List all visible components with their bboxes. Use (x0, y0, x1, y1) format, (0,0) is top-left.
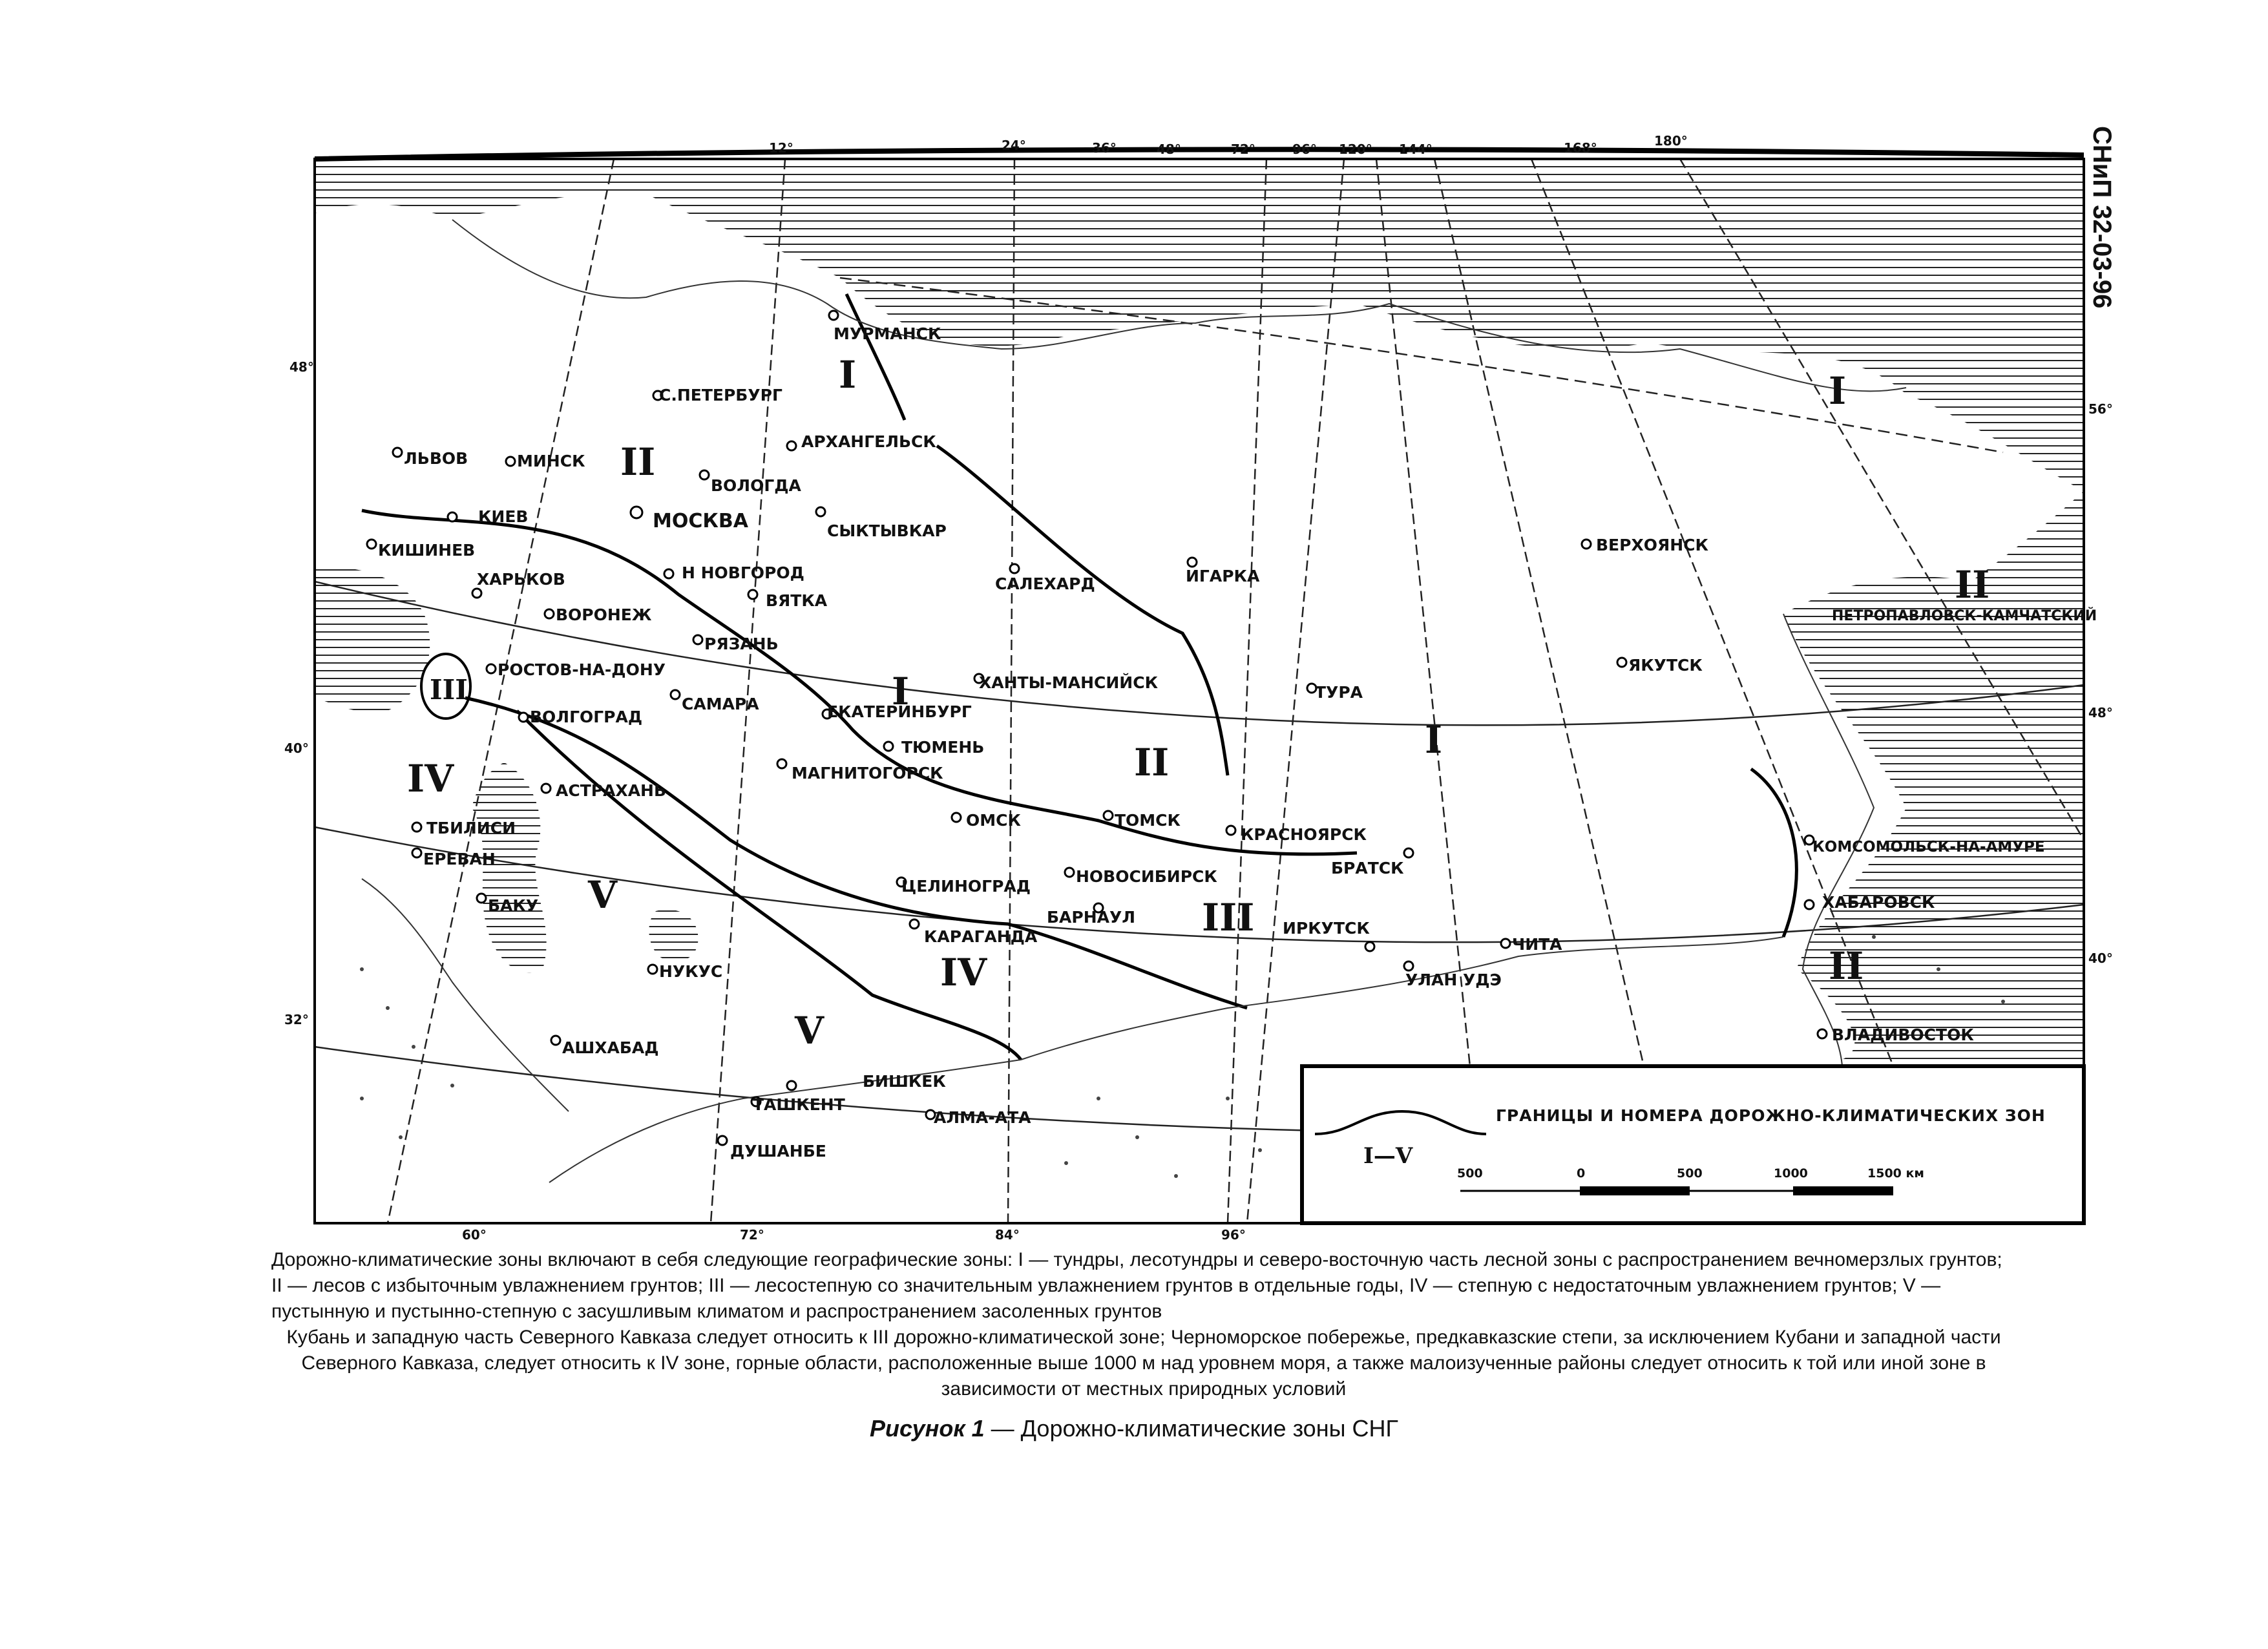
city-marker (671, 690, 680, 699)
city-marker (367, 540, 376, 549)
top-longitude-label: 12° (769, 140, 793, 156)
city-marker (412, 848, 421, 857)
city-label-petropavlovsk: ПЕТРОПАВЛОВСК-КАМЧАТСКИЙ (1832, 608, 2097, 624)
latitude-lines (315, 278, 2084, 1133)
city-label-ekaterinburg: ЕКАТЕРИНБУРГ (827, 702, 972, 721)
city-marker (829, 311, 838, 320)
top-longitude-label: 96° (1292, 142, 1317, 157)
right-latitude-label: 56° (2088, 401, 2113, 417)
city-label-chita: ЧИТА (1512, 935, 1562, 954)
city-marker (648, 965, 657, 974)
top-longitude-label: 48° (1157, 142, 1181, 157)
city-marker (519, 713, 528, 722)
city-label-ulanude: УЛАН УДЭ (1405, 971, 1502, 989)
city-marker (1065, 868, 1074, 877)
city-marker (884, 742, 893, 751)
city-marker (541, 784, 551, 793)
figure-title (0, 1415, 2268, 1442)
city-marker (777, 759, 786, 768)
caption-paragraph-exceptions: Кубань и западную часть Северного Кавказа следует относить к III дорожно-климатической зоне; Черноморское побережье, предкавказские степи, за исключением Кубани и западной части Северного Кавказа, следует относить к IV зоне, горные области, расположенные выше 1000 м над уровнем моря, а также малоизученные районы следует относить к той или иной зоне в зависимости от местных природных условий (286, 1327, 2001, 1400)
city-label-volgograd: ВОЛГОГРАД (530, 708, 643, 726)
top-longitude-label: 120° (1339, 142, 1372, 157)
city-marker (1582, 540, 1591, 549)
right-latitude-label: 40° (2088, 951, 2113, 966)
city-label-dushanbe: ДУШАНБЕ (730, 1142, 826, 1161)
zone-label-5: V (795, 1009, 824, 1053)
city-marker (1188, 558, 1197, 567)
zone-label-5: V (588, 873, 618, 917)
zone-label-4: IV (940, 951, 987, 994)
city-label-ashkhabad: АШХАБАД (562, 1038, 659, 1057)
city-marker (816, 507, 825, 516)
city-label-novosibirsk: НОВОСИБИРСК (1076, 867, 1217, 886)
city-label-nukus: НУКУС (659, 962, 723, 981)
city-marker (952, 813, 961, 822)
city-label-tbilisi: ТБИЛИСИ (426, 819, 516, 837)
city-label-voronezh: ВОРОНЕЖ (556, 605, 652, 624)
city-marker (477, 894, 486, 903)
city-marker (1818, 1029, 1827, 1038)
city-label-bishkek: БИШКЕК (863, 1072, 946, 1091)
city-marker (472, 589, 481, 598)
city-label-samara: САМАРА (682, 695, 759, 713)
scale-label: 0 (1577, 1166, 1586, 1181)
bottom-longitude-label: 84° (995, 1227, 1020, 1243)
top-longitude-label: 24° (1002, 138, 1026, 153)
city-label-kishinev: КИШИНЕВ (378, 541, 476, 560)
city-marker (1104, 811, 1113, 820)
scale-label: 1500 км (1867, 1166, 1924, 1181)
city-marker (393, 448, 402, 457)
city-marker (748, 590, 757, 599)
city-label-kharkov: ХАРЬКОВ (477, 570, 565, 589)
city-label-vologda: ВОЛОГДА (711, 476, 801, 495)
zone-label-3: III (1202, 896, 1255, 940)
city-marker (700, 470, 709, 479)
bottom-longitude-label: 72° (740, 1227, 764, 1243)
cities (367, 311, 2097, 1161)
city-label-spb: С.ПЕТЕРБУРГ (659, 386, 782, 404)
city-marker (487, 664, 496, 673)
city-marker (693, 635, 702, 644)
city-label-murmansk: МУРМАНСК (834, 324, 941, 343)
city-label-salekhard: САЛЕХАРД (995, 574, 1095, 593)
zone-label-2: II (1955, 563, 1990, 607)
city-label-almaata: АЛМА-АТА (934, 1108, 1031, 1127)
zone-label-4: IV (407, 757, 454, 801)
figure-title-separator: — (984, 1415, 1021, 1442)
city-label-yakutsk: ЯКУТСК (1628, 656, 1703, 675)
zone-label-1: I (839, 353, 857, 397)
scale-label: 500 (1677, 1166, 1703, 1181)
city-marker (1501, 939, 1510, 948)
city-label-arkhangelsk: АРХАНГЕЛЬСК (801, 432, 936, 451)
city-marker (787, 441, 796, 450)
city-marker (1365, 942, 1374, 951)
bottom-longitude-label: 96° (1221, 1227, 1246, 1243)
top-longitude-label: 36° (1092, 140, 1117, 156)
document-code: СНиП 32-03-96 (2088, 126, 2116, 309)
city-label-moscow: МОСКВА (653, 510, 748, 532)
scale-label: 1000 (1774, 1166, 1808, 1181)
city-label-komsomolsk: КОМСОМОЛЬСК-НА-АМУРЕ (1812, 839, 2045, 856)
legend (1302, 1066, 2084, 1223)
city-label-irkutsk: ИРКУТСК (1283, 919, 1370, 938)
city-label-verkhoyansk: ВЕРХОЯНСК (1596, 536, 1708, 554)
city-marker (412, 823, 421, 832)
zone-label-2: II (1829, 944, 1864, 988)
city-label-bratsk: БРАТСК (1331, 859, 1404, 877)
legend-symbol-label: I—V (1363, 1143, 1413, 1169)
zone-label-3: III (430, 674, 468, 706)
city-marker (1617, 658, 1626, 667)
city-marker (1404, 848, 1413, 857)
caption-paragraph-zones: Дорожно-климатические зоны включают в себя следующие географические зоны: I — тундры, лесотундры и северо-восточную часть лесной зоны с распространением вечномерзлых грунтов; II — лесов с избыточным увлажнением грунтов; III — лесостепную со значительным увлажнением грунтов в отдельные годы, IV — степную с недостаточным увлажнением грунтов; V — пустынную и пустынно-степную с засушливым климатом и распространением засоленных грунтов (271, 1249, 2002, 1322)
bottom-longitude-label: 60° (462, 1227, 487, 1243)
city-marker (448, 512, 457, 521)
figure-title-text: Дорожно-климатические зоны СНГ (1020, 1415, 1398, 1442)
city-label-rostov: РОСТОВ-НА-ДОНУ (498, 660, 666, 679)
city-marker (1010, 564, 1019, 573)
city-label-ryazan: РЯЗАНЬ (704, 635, 779, 653)
city-label-baku: БАКУ (488, 896, 539, 915)
city-label-erevan: ЕРЕВАН (423, 850, 496, 868)
city-label-tura: ТУРА (1315, 683, 1363, 702)
figure-caption (271, 1247, 2016, 1402)
aral-sea (649, 909, 698, 961)
figure-label: Рисунок 1 (870, 1415, 985, 1442)
city-label-barnaul: БАРНАУЛ (1047, 908, 1136, 927)
left-latitude-label: 40° (284, 740, 309, 756)
top-longitude-label: 180° (1654, 133, 1688, 149)
city-label-krasnoyarsk: КРАСНОЯРСК (1241, 825, 1367, 844)
city-label-igarka: ИГАРКА (1186, 567, 1260, 585)
city-label-n-novgorod: Н НОВГОРОД (682, 563, 804, 582)
city-label-karaganda: КАРАГАНДА (924, 927, 1038, 946)
zone-label-1: I (1829, 369, 1847, 413)
city-label-vyatka: ВЯТКА (766, 591, 828, 610)
city-label-vladivostok: ВЛАДИВОСТОК (1832, 1025, 1974, 1044)
city-label-tashkent: ТАШКЕНТ (753, 1095, 845, 1114)
left-latitude-label: 32° (284, 1012, 309, 1027)
city-label-syktyvkar: СЫКТЫВКАР (827, 521, 947, 540)
top-longitude-label: 72° (1231, 142, 1255, 157)
city-marker (1226, 826, 1235, 835)
legend-title: ГРАНИЦЫ И НОМЕРА ДОРОЖНО-КЛИМАТИЧЕСКИХ ЗОН (1496, 1106, 2046, 1125)
zone-label-2: II (1134, 740, 1170, 784)
right-latitude-label: 48° (2088, 705, 2113, 720)
black-sea (315, 567, 430, 713)
city-label-tselinograd: ЦЕЛИНОГРАД (901, 877, 1031, 896)
city-label-tomsk: ТОМСК (1115, 811, 1181, 830)
city-label-omsk: ОМСК (966, 811, 1021, 830)
top-longitude-label: 144° (1399, 142, 1433, 157)
city-label-khabarovsk: ХАБАРОВСК (1822, 893, 1935, 912)
top-longitude-label: 168° (1564, 140, 1597, 156)
city-label-tyumen: ТЮМЕНЬ (901, 738, 985, 757)
scale-label: 500 (1457, 1166, 1483, 1181)
city-marker (1404, 961, 1413, 971)
zone-label-1: I (1425, 718, 1443, 762)
city-label-khanty: ХАНТЫ-МАНСИЙСК (979, 673, 1159, 692)
city-label-lvov: ЛЬВОВ (404, 449, 468, 468)
city-marker (551, 1036, 560, 1045)
city-marker (718, 1136, 727, 1145)
zone-label-2: II (620, 440, 656, 484)
city-marker (664, 569, 673, 578)
city-marker (910, 919, 919, 929)
city-marker (787, 1081, 796, 1090)
left-latitude-label: 48° (289, 359, 314, 375)
city-label-astrakhan: АСТРАХАНЬ (556, 781, 667, 800)
city-marker (1805, 900, 1814, 909)
map-body (315, 159, 2084, 1223)
zone-numerals (407, 353, 1990, 1053)
city-marker (631, 507, 642, 518)
city-label-minsk: МИНСК (517, 452, 585, 470)
city-marker (545, 609, 554, 618)
city-label-kiev: КИЕВ (478, 507, 529, 526)
zone-label-1: I (892, 669, 910, 713)
city-marker (506, 457, 515, 466)
city-label-magnitogorsk: МАГНИТОГОРСК (792, 764, 943, 782)
